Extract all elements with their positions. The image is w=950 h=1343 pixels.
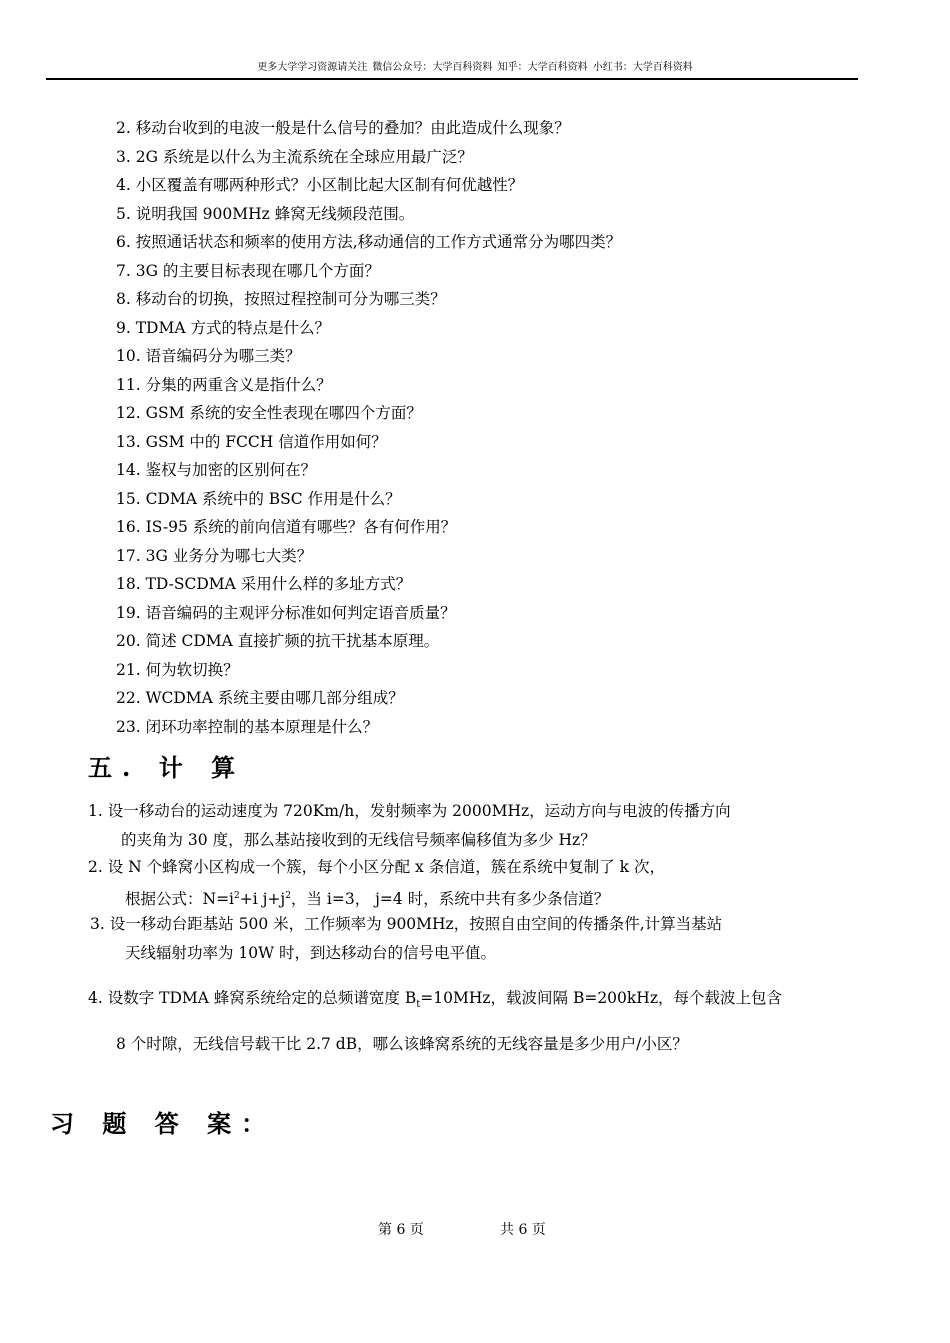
formula-part-a: 根据公式：N=i	[125, 890, 235, 909]
question-item: 18. TD-SCDMA 采用什么样的多址方式？	[116, 575, 412, 593]
question-item: 19. 语音编码的主观评分标准如何判定语音质量？	[116, 603, 456, 622]
question-item: 14. 鉴权与加密的区别何在？	[116, 461, 317, 479]
question-item: 7. 3G 的主要目标表现在哪几个方面？	[116, 261, 380, 280]
question-item: 2. 移动台收到的电波一般是什么信号的叠加？由此造成什么现象？	[116, 119, 570, 137]
header-rule	[46, 78, 858, 80]
formula-sup-2: 2	[285, 891, 291, 901]
problem-4-part-b: =10MHz，载波间隔 B=200kHz，每个载波上包含	[420, 989, 782, 1007]
calc-problem-4-line-1	[88, 988, 782, 1015]
formula-part-b: +i j+j	[239, 890, 286, 909]
question-item: 9. TDMA 方式的特点是什么？	[116, 318, 330, 337]
problem-4-part-a: 4. 设数字 TDMA 蜂窝系统给定的总频谱宽度 B	[88, 989, 417, 1007]
question-item: 15. CDMA 系统中的 BSC 作用是什么？	[116, 489, 401, 508]
calc-problem-3-line-1: 3. 设一移动台距基站 500 米，工作频率为 900MHz，按照自由空间的传播条件,计算当基站	[90, 915, 723, 933]
footer-page-number: 第 6 页	[378, 1222, 424, 1238]
question-item: 22. WCDMA 系统主要由哪几部分组成？	[116, 689, 404, 707]
question-item: 12. GSM 系统的安全性表现在哪四个方面？	[116, 404, 422, 422]
formula-sup-1: 2	[234, 891, 240, 901]
question-item: 16. IS-95 系统的前向信道有哪些？各有何作用？	[116, 518, 457, 536]
section-title-calculation: 五. 计 算	[88, 753, 246, 782]
question-item: 6. 按照通话状态和频率的使用方法,移动通信的工作方式通常分为哪四类？	[116, 233, 622, 251]
calc-problem-1-line-1: 1. 设一移动台的运动速度为 720Km/h，发射频率为 2000MHz，运动方向与电波的传播方向	[88, 802, 731, 820]
footer-total-pages: 共 6 页	[500, 1222, 546, 1238]
question-item: 3. 2G 系统是以什么为主流系统在全球应用最广泛？	[116, 147, 473, 166]
question-item: 4. 小区覆盖有哪两种形式？小区制比起大区制有何优越性？	[116, 176, 524, 194]
question-item: 21. 何为软切换？	[116, 660, 239, 679]
calc-problem-1-line-2: 的夹角为 30 度，那么基站接收到的无线信号频率偏移值为多少 Hz？	[121, 831, 596, 849]
question-item: 10. 语音编码分为哪三类？	[116, 347, 301, 365]
problem-4-sub-t: t	[416, 999, 421, 1011]
page-header: 更多大学学习资源请关注 微信公众号：大学百科资料 知乎：大学百科资料 小红书：大学百科资料	[257, 62, 693, 73]
question-item: 11. 分集的两重含义是指什么？	[116, 375, 332, 394]
calc-problem-4-line-2: 8 个时隙，无线信号载干比 2.7 dB，哪么该蜂窝系统的无线容量是多少用户/小区？	[116, 1035, 688, 1053]
question-item: 20. 简述 CDMA 直接扩频的抗干扰基本原理。	[116, 632, 440, 650]
calc-problem-2-line-2	[125, 886, 609, 909]
calc-problem-3-line-2: 天线辐射功率为 10W 时，到达移动台的信号电平值。	[125, 944, 497, 962]
question-item: 8. 移动台的切换，按照过程控制可分为哪三类？	[116, 290, 446, 308]
question-item: 5. 说明我国 900MHz 蜂窝无线频段范围。	[116, 204, 415, 223]
question-item: 23. 闭环功率控制的基本原理是什么？	[116, 717, 379, 736]
section-title-answers: 习 题 答 案：	[50, 1109, 276, 1138]
question-item: 17. 3G 业务分为哪七大类？	[116, 546, 313, 565]
calc-problem-2-line-1: 2. 设 N 个蜂窝小区构成一个簇，每个小区分配 x 条信道，簇在系统中复制了 k 次，	[88, 858, 665, 876]
formula-part-c: ，当 i=3， j=4 时，系统中共有多少条信道？	[290, 890, 610, 909]
question-item: 13. GSM 中的 FCCH 信道作用如何？	[116, 432, 387, 451]
